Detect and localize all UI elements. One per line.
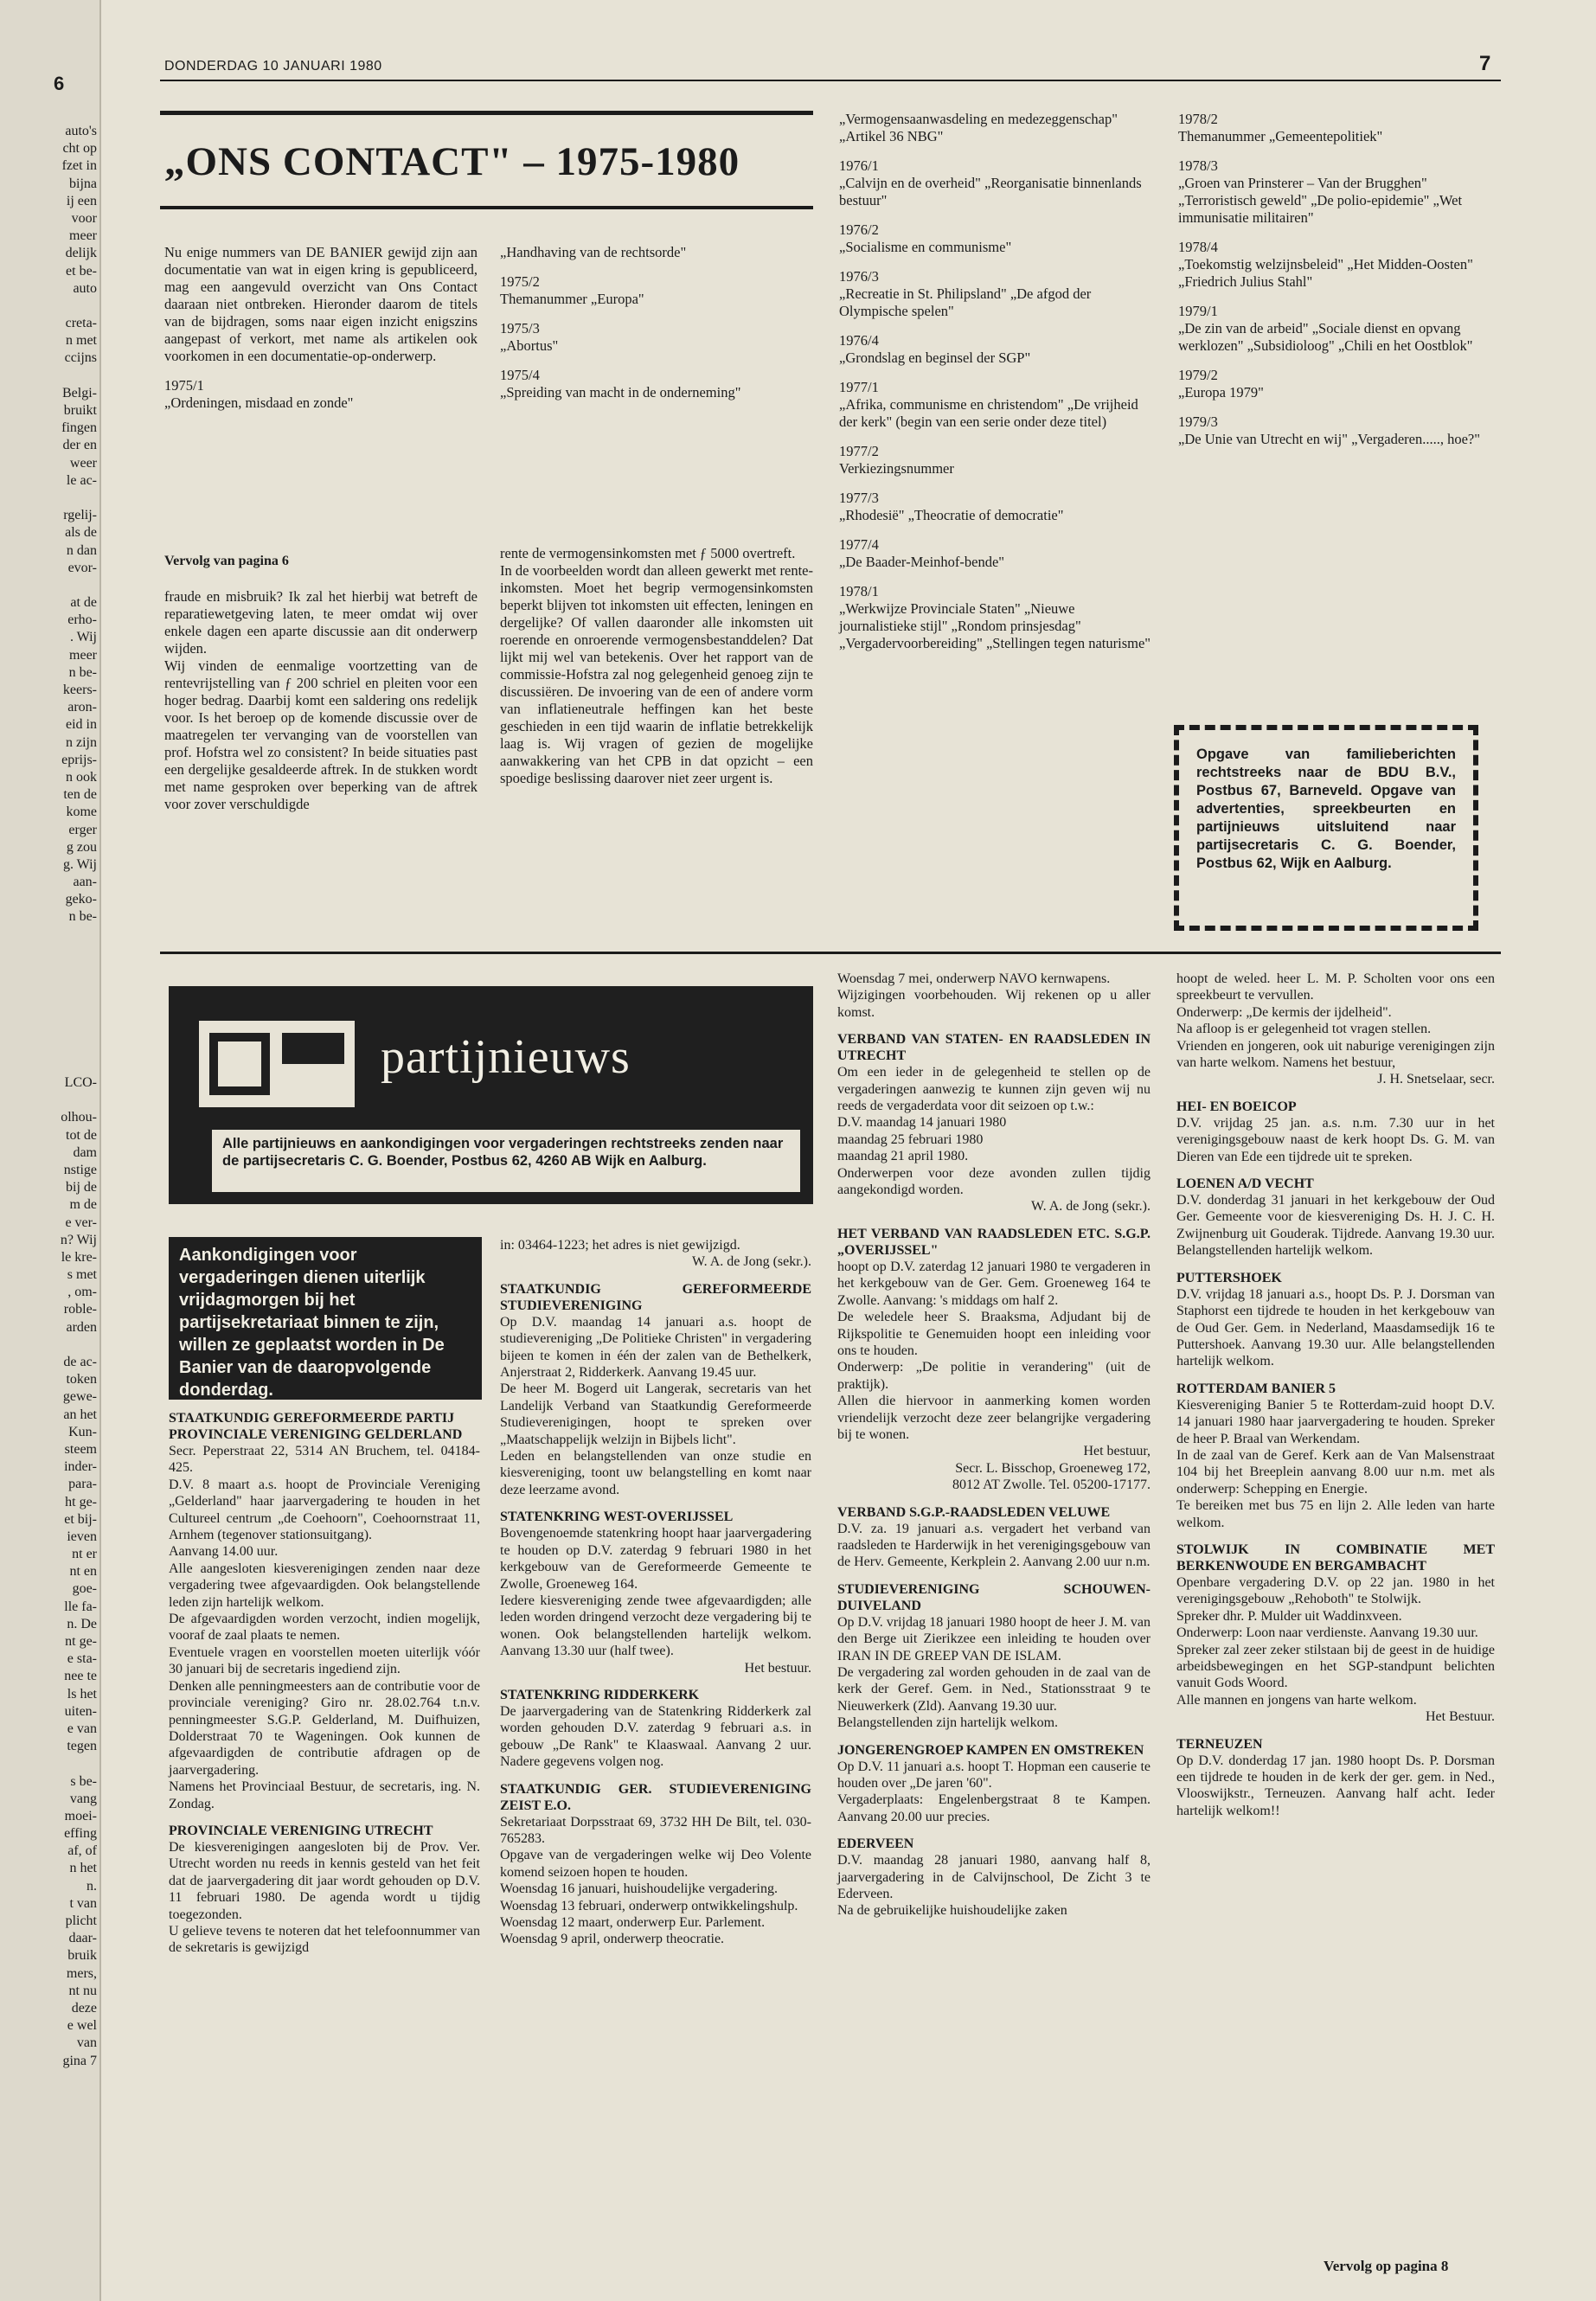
notice-heading: STATENKRING RIDDERKERK <box>500 1687 700 1702</box>
partijnieuws-banner <box>169 986 813 1204</box>
notice-paragraph: Om een ieder in de gelegenheid te stellen op de vergaderingen aanwezig te kunnen zijn geven wij nu reeds de vergaderdata voor dit seizoen op t.w.: <box>837 1065 1151 1114</box>
margin-fragment: nt nu <box>68 1983 97 1998</box>
margin-fragment: s be- <box>70 1773 97 1789</box>
notice-paragraph: D.V. vrijdag 25 jan. a.s. n.m. 7.30 uur in het verenigingsgebouw naast de kerk hoopt Ds. G. M. van Dieren van Ede een tijdrede uit te spreken. <box>1176 1115 1495 1164</box>
contents-entry <box>839 332 1155 367</box>
pn-col-2 <box>500 1237 811 1958</box>
margin-fragment: roble- <box>63 1302 97 1317</box>
previous-page-margin-text-bottom <box>0 1074 97 2070</box>
margin-fragment: auto <box>73 280 97 296</box>
notice-paragraph: Eventuele vragen en voorstellen moeten uiterlijk vóór 30 januari bij de secretaris ingediend zijn. <box>169 1644 480 1677</box>
notice-paragraph: De heer M. Bogerd uit Langerak, secretaris van het Landelijk Verband van Staatkundig Gereformeerde Studieverenigingen, hoopt te spreken over „Maatschappelijk welzijn in Bijbels licht". <box>500 1381 811 1447</box>
margin-fragment: gina 7 <box>62 2053 97 2068</box>
contents-entry-issue: 1976/4 <box>839 332 879 349</box>
margin-fragment: et bij- <box>64 1511 97 1527</box>
margin-fragment: mers, <box>66 1965 97 1981</box>
margin-fragment: tot de <box>66 1127 97 1143</box>
continued-col-2: rente de vermogensinkomsten met ƒ 5000 overtreft. In de voorbeelden wordt dan alleen gewerkt met rente-inkomsten. Moet het begrip vermogensinkomsten beperkt blijven tot inkomsten uit effecten, leningen en dergelijke? Of vallen daaronder alle inkomsten uit roerende en onroerende vermogensbestanddelen? Dat lijkt mij wel van betekenis. Over het rapport van de commissie-Hofstra zal nog gelegenheid genoeg zijn te discussiëren. De invoering van de een of andere vorm van inflatieneutrale heffingen kan het beste geschieden in een tijd waarin de inflatie betrekkelijk laag is. Wij vragen of gezien de mogelijke aanwakkering van het CPB in dat opzicht – een spoedige beslissing daarover niet zeer urgent is. <box>500 545 813 786</box>
notice-paragraph: Op D.V. vrijdag 18 januari 1980 hoopt de heer J. M. van den Berge uit Zierikzee een inleiding te houden over IRAN IN DE GREEP VAN DE ISLAM. <box>837 1614 1151 1663</box>
margin-fragment <box>0 1336 97 1354</box>
notice-item <box>1176 1381 1495 1531</box>
title-rule-top <box>160 111 813 115</box>
notice-heading: STAATKUNDIG GEREFORMEERDE STUDIEVERENIGING <box>500 1281 811 1313</box>
margin-fragment: n? Wij <box>60 1232 97 1247</box>
pn-col-4 <box>1176 971 1495 1830</box>
margin-fragment: ij een <box>66 193 97 208</box>
margin-fragment: ten de <box>63 787 97 803</box>
notice-item <box>837 1581 1151 1732</box>
announcement-box <box>169 1237 482 1400</box>
margin-fragment: e sta- <box>67 1651 97 1667</box>
notice-paragraph: Wijzigingen voorbehouden. Wij rekenen op u aller komst. <box>837 988 1151 1020</box>
margin-fragment <box>0 577 97 594</box>
margin-fragment: aan- <box>73 875 97 890</box>
contents-entry-title: „Groen van Prinsterer – Van der Brugghen" „Terroristisch geweld" „De polio-epidemie" „Wet immunisatie militairen" <box>1178 175 1463 226</box>
margin-fragment: , om- <box>67 1285 97 1300</box>
notice-paragraph: Onderwerp: „De kermis der ijdelheid". <box>1176 1004 1392 1020</box>
contents-entry-issue: 1978/1 <box>839 583 879 599</box>
contents-entry-title: „Socialisme en communisme" <box>839 239 1012 255</box>
margin-fragment: meer <box>69 228 97 244</box>
notice-item <box>169 1410 480 1812</box>
notice-heading: STUDIEVERENIGING SCHOUWEN-DUIVELAND <box>837 1581 1151 1613</box>
notice-heading: TERNEUZEN <box>1176 1736 1263 1752</box>
margin-fragment: erger <box>68 822 97 837</box>
margin-fragment: geko- <box>65 892 97 907</box>
notice-paragraph: In de zaal van de Geref. Kerk aan de Van Malsenstraat 104 bij het Breeplein aanvang 8.00 uur n.m. met als onderwerp: Schepping en Energie. <box>1176 1447 1495 1497</box>
contents-entry-title: Themanummer „Europa" <box>500 291 644 307</box>
article-title: „ONS CONTACT" – 1975-1980 <box>164 139 740 184</box>
notice-item <box>1176 1176 1495 1259</box>
pn-col-3 <box>837 971 1151 1930</box>
notice-paragraph: Alle aangesloten kiesverenigingen zenden naar deze vergadering twee afgevaardigden. Ook belangstellende leden zijn hartelijk welkom. <box>169 1561 480 1610</box>
contents-entry-issue: 1975/3 <box>500 320 540 336</box>
notice-paragraph: Denken alle penningmeesters aan de contributie voor de provinciale vereniging? Giro nr. 28.02.764 t.n.v. penningmeester S.G.P. Gelderland, M. Duifhuizen, Dolderstraat 70 te Wageningen. Ook kunnen de afgevaardigden de contributie afdragen op de jaarvergadering. <box>169 1678 480 1778</box>
previous-page-margin-text-top <box>0 123 97 926</box>
notice-item <box>1176 971 1495 1088</box>
margin-fragment: at de <box>70 595 97 611</box>
notice-paragraph: Iedere kiesvereniging zende twee afgevaardigden; alle leden worden dringend verzocht deze vergadering bij te wonen. Ook belangstellenden hartelijk welkom. Aanvang 13.30 uur (half twee). <box>500 1593 811 1659</box>
sgp-logo <box>199 1021 355 1107</box>
notice-item <box>1176 1099 1495 1165</box>
announcement-text: Aankondigingen voor vergaderingen dienen uiterlijk vrijdagmorgen bij het partijsekretariaat binnen te zijn, willen ze geplaatst worden in De Banier van de daaropvolgende donderdag. <box>179 1246 445 1400</box>
notice-item <box>1176 1270 1495 1370</box>
margin-fragment: af, of <box>67 1843 97 1859</box>
margin-fragment: bruik <box>67 1948 97 1964</box>
margin-fragment: ieven <box>67 1529 97 1544</box>
notice-item <box>837 1836 1151 1920</box>
notice-paragraph: Het Bestuur. <box>1426 1709 1495 1725</box>
notice-paragraph: Bovengenoemde statenkring hoopt haar jaarvergadering te houden op D.V. zaterdag 9 februari 1980 in het kerkgebouw van de Gereformeerde Gemeente te Zwolle, Groeneweg 164. <box>500 1526 811 1592</box>
margin-fragment: ls het <box>67 1686 97 1702</box>
margin-fragment: vang <box>69 1791 97 1806</box>
notice-paragraph: Het bestuur. <box>744 1660 811 1676</box>
contents-entry-issue: 1978/4 <box>1178 239 1218 255</box>
contents-entry <box>839 157 1155 209</box>
notice-heading: EDERVEEN <box>837 1836 914 1852</box>
contents-entry <box>500 320 813 355</box>
notice-item <box>169 1823 480 1957</box>
contents-entry-issue: 1975/1 <box>164 377 204 394</box>
margin-fragment: g zou <box>66 839 97 855</box>
contents-entry-issue: 1975/4 <box>500 367 540 383</box>
notice-box-text: Opgave van familieberichten rechtstreeks naar de BDU B.V., Postbus 67, Barneveld. Opgave van advertenties, spreekbeurten en partijnieuws uitsluitend naar partijsecretaris C. G. Boender, Postbus 62, Wijk en Aalburg. <box>1196 747 1456 871</box>
margin-fragment: delijk <box>65 246 97 261</box>
notice-paragraph: Onderwerp: „De politie in verandering" (uit de praktijk). <box>837 1360 1151 1392</box>
margin-fragment: an het <box>63 1407 97 1422</box>
margin-fragment: n zijn <box>66 734 97 750</box>
notice-paragraph: Opgave van de vergaderingen welke wij Deo Volente komend seizoen hopen te houden. <box>500 1848 811 1880</box>
contents-entry-issue: 1977/3 <box>839 490 879 506</box>
margin-fragment: nt ge- <box>65 1634 97 1649</box>
margin-fragment: token <box>66 1372 97 1388</box>
notice-paragraph: W. A. de Jong (sekr.). <box>691 1254 811 1270</box>
contents-entry-issue: 1979/1 <box>1178 303 1218 319</box>
notice-paragraph: Alle mannen en jongens van harte welkom. <box>1176 1692 1417 1708</box>
continued-to-next-page: Vervolg op pagina 8 <box>1324 2258 1449 2274</box>
contents-entry <box>1178 303 1498 355</box>
notice-paragraph: Op D.V. donderdag 17 jan. 1980 hoopt Ds. P. Dorsman een tijdrede te houden in de kerk der ger. gem. in Ned., Vlooswijkstr., Terneuzen. Aanvang half acht. Ieder hartelijk welkom!! <box>1176 1753 1495 1818</box>
notice-paragraph: Woensdag 9 april, onderwerp theocratie. <box>500 1932 725 1947</box>
notice-paragraph: hoopt de weled. heer L. M. P. Scholten voor ons een spreekbeurt te vervullen. <box>1176 971 1495 1003</box>
notice-paragraph: Woensdag 12 maart, onderwerp Eur. Parlement. <box>500 1915 766 1930</box>
margin-fragment: eprijs- <box>61 752 97 767</box>
notice-paragraph: W. A. de Jong (sekr.). <box>1030 1199 1151 1215</box>
notice-paragraph: Kiesvereniging Banier 5 te Rotterdam-zuid hoopt D.V. 14 januari 1980 haar jaarvergadering te houden. Spreker de heer P. Braal van Werkendam. <box>1176 1397 1495 1446</box>
notice-heading: STOLWIJK IN COMBINATIE MET BERKENWOUDE EN BERGAMBACHT <box>1176 1541 1495 1574</box>
margin-fragment: fzet in <box>61 158 97 174</box>
margin-fragment: Belgi- <box>62 385 97 401</box>
contents-entry <box>839 490 1155 524</box>
notice-paragraph: Te bereiken met bus 75 en lijn 2. Alle leden van harte welkom. <box>1176 1498 1495 1530</box>
notice-heading: LOENEN A/D VECHT <box>1176 1176 1314 1192</box>
margin-fragment: bij de <box>66 1180 97 1195</box>
notice-heading: VERBAND VAN STATEN- EN RAADSLEDEN IN UTRECHT <box>837 1032 1151 1064</box>
contents-entry-title: „Abortus" <box>500 337 559 354</box>
margin-fragment: de ac- <box>63 1355 97 1369</box>
notice-item <box>837 971 1151 1021</box>
notice-paragraph: D.V. donderdag 31 januari in het kerkgebouw der Oud Ger. Gemeente voor de kiesvereniging Ds. H. J. C. H. Zwijnenburg uit Gouderak. Tijdrede. Aanvang 19.30 uur. Belangstellenden hartelijk welkom. <box>1176 1193 1495 1259</box>
notice-paragraph: De jaarvergadering van de Statenkring Ridderkerk zal worden gehouden D.V. zaterdag 9 februari a.s. in gebouw „De Rank" te Klaaswaal. Aanvang 2 uur. Nadere gegevens volgen nog. <box>500 1703 811 1770</box>
margin-fragment: tegen <box>67 1739 97 1754</box>
margin-fragment: dam <box>73 1144 97 1160</box>
notice-paragraph: De weledele heer S. Braaksma, Adjudant bij de Rijkspolitie te Genemuiden hoopt een inleiding voor ons te houden. <box>837 1310 1151 1358</box>
notice-paragraph: Onderwerp: Loon naar verdienste. Aanvang 19.30 uur. <box>1176 1625 1478 1641</box>
margin-fragment: n. <box>87 1878 97 1894</box>
margin-fragment: t van <box>69 1895 97 1911</box>
margin-fragment <box>0 368 97 385</box>
contents-entry <box>1178 367 1498 401</box>
contents-entry-issue: 1976/2 <box>839 221 879 238</box>
notice-paragraph: Vrienden en jongeren, ook uit naburige verenigingen zijn van harte welkom. Namens het bestuur, <box>1176 1038 1495 1071</box>
continued-col-1: fraude en misbruik? Ik zal het hierbij wat betreft de reparatiewetgeving laten, te meer omdat wij over enkele dagen een aparte discussie aan dit onderwerp wijden. Wij vinden de eenmalige voortzetting van de rentevrijstelling van ƒ 200 schriel en pleiten voor een hoger bedrag. Daarbij komt een saldering ons redelijk voor. Is het beroep op de komende discussie over de maatregelen ter vervanging van de voorstellen van prof. Hofstra wel zo consistent? In beide situaties past een dergelijke gesaldeerde aftrek. In de stukken wordt met name gesproken over beperking van de aftrek voor zover verschuldigde <box>164 588 478 812</box>
contents-entry <box>1178 413 1498 448</box>
notice-paragraph: Leden en belangstellenden van onze studie en kiesvereniging, toont uw belangstelling en komt naar deze leerzame avond. <box>500 1449 811 1497</box>
notice-heading: STAATKUNDIG GEREFORMEERDE PARTIJ PROVINCIALE VERENIGING GELDERLAND <box>169 1411 463 1442</box>
notice-heading: PUTTERSHOEK <box>1176 1270 1282 1285</box>
page-header-date: DONDERDAG 10 JANUARI 1980 <box>164 59 382 74</box>
contents-entry-title: Themanummer „Gemeentepolitiek" <box>1178 128 1383 144</box>
contents-entry <box>1178 111 1498 145</box>
margin-fragment: bruikt <box>63 403 97 418</box>
notice-paragraph: Woensdag 7 mei, onderwerp NAVO kernwapens. <box>837 971 1111 986</box>
notice-paragraph: D.V. za. 19 januari a.s. vergadert het verband van raadsleden te Harderwijk in het verenigingsgebouw van de Herv. Gemeente, Kerkplein 2. Aanvang 2.00 uur n.m. <box>837 1521 1151 1570</box>
notice-heading: STAATKUNDIG GER. STUDIEVERENIGING ZEIST E.O. <box>500 1781 811 1813</box>
notice-paragraph: Spreker zal zeer zeker stilstaan bij de geest in de huidige arbeidsbewegingen en het SGP-standpunt belichten vanuit Gods Woord. <box>1176 1642 1495 1691</box>
previous-page-number: 6 <box>54 73 65 94</box>
contents-entry-title: „De zin van de arbeid" „Sociale dienst en opvang werklozen" „Subsidioloog" „Chili en het Oostblok" <box>1178 320 1473 354</box>
contents-entry-title: „Werkwijze Provinciale Staten" „Nieuwe journalistieke stijl" „Rondom prinsjesdag" „Vergadervoorbereiding" „Stellingen tegen naturisme" <box>839 600 1151 651</box>
notice-paragraph: Op D.V. maandag 14 januari a.s. hoopt de studievereniging „De Politieke Christen" in vergadering bijeen te komen in één der zalen van de Bethelkerk, Anjerstraat 2, Ridderkerk. Aanvang 19.45 uur. <box>500 1314 811 1381</box>
notice-heading: PROVINCIALE VERENIGING UTRECHT <box>169 1823 433 1838</box>
margin-fragment: s met <box>67 1267 97 1283</box>
notice-item <box>500 1281 811 1498</box>
continued-heading: Vervolg van pagina 6 <box>164 554 289 568</box>
notice-paragraph: in: 03464-1223; het adres is niet gewijzigd. <box>500 1238 740 1253</box>
margin-fragment: rgelij- <box>63 508 97 523</box>
margin-fragment: als de <box>65 525 97 541</box>
notice-paragraph: Allen die hiervoor in aanmerking komen worden vriendelijk verzocht deze zeer belangrijke vergadering bij te wonen. <box>837 1394 1151 1442</box>
contents-entry-issue: 1978/2 <box>1178 111 1218 127</box>
margin-fragment: moei- <box>64 1808 97 1823</box>
notice-paragraph: D.V. 8 maart a.s. hoopt de Provinciale Vereniging „Gelderland" haar jaarvergadering te houden in het Cultureel centrum „de Coehoorn", Coehoornstraat 11, Arnhem (tegenover stationsuitgang). Aanvang 14.00 uur. <box>169 1477 480 1560</box>
notice-paragraph: Spreker dhr. P. Mulder uit Waddinxveen. <box>1176 1608 1402 1624</box>
notice-item <box>1176 1541 1495 1726</box>
notice-paragraph: Het bestuur, Secr. L. Bisschop, Groeneweg 172, 8012 AT Zwolle. Tel. 05200-17177. <box>952 1444 1151 1493</box>
margin-fragment: bijna <box>69 176 97 191</box>
notice-paragraph: Woensdag 16 januari, huishoudelijke vergadering. <box>500 1881 778 1897</box>
margin-fragment: n. De <box>67 1616 97 1631</box>
notice-paragraph: U gelieve tevens te noteren dat het telefoonnummer van de sekretaris is gewijzigd <box>169 1923 480 1956</box>
margin-fragment: creta- <box>65 316 97 331</box>
margin-fragment: nee te <box>64 1669 97 1684</box>
notice-paragraph: Belangstellenden zijn hartelijk welkom. <box>837 1715 1059 1731</box>
contents-entry-title: „De Unie van Utrecht en wij" „Vergaderen....., hoe?" <box>1178 431 1480 447</box>
notice-heading: VERBAND S.G.P.-RAADSLEDEN VELUWE <box>837 1504 1111 1520</box>
notice-item <box>500 1237 811 1271</box>
notice-paragraph: Sekretariaat Dorpsstraat 69, 3732 HH De Bilt, tel. 030-765283. <box>500 1814 811 1846</box>
contents-entry <box>839 221 1155 256</box>
margin-fragment: meer <box>69 647 97 663</box>
margin-fragment: arden <box>66 1319 97 1335</box>
partijnieuws-title: partijnieuws <box>381 1030 631 1084</box>
margin-fragment: keers- <box>62 683 97 697</box>
margin-fragment: van <box>76 2035 97 2051</box>
margin-fragment: et be- <box>66 263 97 279</box>
notice-item <box>837 1742 1151 1826</box>
contents-entry-title: „De Baader-Meinhof-bende" <box>839 554 1005 570</box>
contents-entry <box>839 443 1155 478</box>
margin-fragment: para- <box>68 1477 97 1492</box>
contents-entry-title: „Europa 1979" <box>1178 384 1264 401</box>
margin-fragment: Kun- <box>68 1424 97 1439</box>
notice-paragraph: De kiesverenigingen aangesloten bij de Prov. Ver. Utrecht worden nu reeds in kennis gesteld van het feit dat de jaarvergadering dit jaar wordt gehouden op D.V. 11 februari 1980. De agenda wordt u tijdig toegezonden. <box>169 1839 480 1922</box>
margin-fragment: nt er <box>72 1547 97 1562</box>
contents-entry <box>839 379 1155 431</box>
margin-fragment: inder- <box>64 1459 97 1475</box>
margin-fragment: plicht <box>65 1913 97 1928</box>
contents-entry-issue: 1977/1 <box>839 379 879 395</box>
contents-entry <box>1178 157 1498 227</box>
notice-paragraph: Woensdag 13 februari, onderwerp ontwikkelingshulp. <box>500 1898 798 1913</box>
contents-entry-title: „Grondslag en beginsel der SGP" <box>839 349 1031 366</box>
notice-item <box>1176 1736 1495 1820</box>
contents-entry-issue: 1976/3 <box>839 268 879 285</box>
notice-paragraph: Na afloop is er gelegenheid tot vragen stellen. <box>1176 1022 1432 1037</box>
header-rule <box>160 80 1501 81</box>
partijnieuws-notice <box>212 1130 800 1192</box>
contents-entry-title: „Spreiding van macht in de onderneming" <box>500 384 741 401</box>
notice-item <box>837 1504 1151 1571</box>
margin-fragment: ccijns <box>64 350 97 366</box>
contents-entry <box>500 273 813 308</box>
margin-fragment: g. Wij <box>62 856 97 872</box>
notice-paragraph: Namens het Provinciaal Bestuur, de secretaris, ing. N. Zondag. <box>169 1779 480 1811</box>
contents-entry-issue: 1976/1 <box>839 157 879 174</box>
notice-paragraph: Secr. Peperstraat 22, 5314 AN Bruchem, tel. 04184-425. <box>169 1444 480 1476</box>
margin-fragment: gewe- <box>62 1389 97 1405</box>
margin-fragment: n be- <box>68 909 97 925</box>
notice-paragraph: D.V. maandag 14 januari 1980 maandag 25 februari 1980 maandag 21 april 1980. <box>837 1115 1007 1164</box>
pn-col-1 <box>169 1410 480 1967</box>
margin-fragment: m de <box>69 1197 97 1213</box>
article-col-4 <box>1178 111 1498 460</box>
notice-heading: HEI- EN BOEICOP <box>1176 1099 1297 1114</box>
contents-entry <box>500 244 813 261</box>
notice-heading: HET VERBAND VAN RAADSLEDEN ETC. S.G.P. „OVERIJSSEL" <box>837 1226 1151 1258</box>
margin-fragment: cht op <box>62 141 97 157</box>
contents-entry-title: „Handhaving van de rechtsorde" <box>500 244 687 260</box>
page-header-number: 7 <box>1479 52 1491 75</box>
margin-fragment: steem <box>64 1441 97 1457</box>
margin-fragment: weer <box>69 455 97 471</box>
notice-heading: STATENKRING WEST-OVERIJSSEL <box>500 1509 734 1525</box>
contents-entry-title: Verkiezingsnummer <box>839 460 954 477</box>
margin-fragment: le kre- <box>61 1249 97 1265</box>
title-rule-bottom <box>160 206 813 209</box>
contents-entry <box>500 367 813 401</box>
margin-fragment: auto's <box>65 124 97 138</box>
margin-fragment: n met <box>66 333 97 349</box>
margin-fragment: fingen <box>61 420 97 436</box>
margin-fragment <box>0 490 97 507</box>
notice-heading: ROTTERDAM BANIER 5 <box>1176 1381 1336 1396</box>
margin-fragment: n be- <box>68 664 97 680</box>
contents-entry-issue: 1977/2 <box>839 443 879 459</box>
notice-paragraph: De vergadering zal worden gehouden in de zaal van de kerk der Geref. Gem. in Ned., Stationsstraat 9 te Nieuwerkerk (Zld). Aanvang 19.30 uur. <box>837 1665 1151 1714</box>
contents-entry-issue: 1979/2 <box>1178 367 1218 383</box>
margin-fragment: . Wij <box>69 630 97 645</box>
contents-entry <box>839 536 1155 571</box>
contents-entry-issue: 1977/4 <box>839 536 879 553</box>
notice-paragraph: Op D.V. 11 januari a.s. hoopt T. Hopman een causerie te houden over „De jaren '60". <box>837 1759 1151 1791</box>
sgp-logo-block-left <box>209 1033 270 1095</box>
contents-entry-title: „Vermogensaanwasdeling en medezeggenschap" „Artikel 36 NBG" <box>839 111 1118 144</box>
contents-entry-title: „Recreatie in St. Philipsland" „De afgod der Olympische spelen" <box>839 285 1092 319</box>
notice-paragraph: J. H. Snetselaar, secr. <box>1377 1072 1495 1087</box>
margin-fragment: effing <box>64 1826 97 1842</box>
article-intro: Nu enige nummers van DE BANIER gewijd zijn aan documentatie van wat in eigen kring is gepubliceerd, mag een aangevuld overzicht van Ons Contact daaraan niet ontbreken. Hieronder daarom de titels van de bijdragen, soms naar eigen inzicht enigszins aangepast of verkort, met name als artikelen ook voorkomen in een documentatie-op-onderwerp. <box>164 244 478 364</box>
contents-entry <box>839 268 1155 320</box>
sgp-logo-block-right <box>282 1033 344 1064</box>
notice-paragraph: Vergaderplaats: Engelenbergstraat 8 te Kampen. Aanvang 20.00 uur precies. <box>837 1792 1151 1824</box>
section-divider <box>160 952 1501 954</box>
margin-fragment: der en <box>62 438 97 453</box>
notice-heading: JONGERENGROEP KAMPEN EN OMSTREKEN <box>837 1742 1144 1758</box>
margin-fragment: evor- <box>67 560 97 575</box>
margin-fragment: ht ge- <box>65 1494 97 1509</box>
article-col-1 <box>164 244 478 424</box>
notice-paragraph: D.V. vrijdag 18 januari a.s., hoopt Ds. P. J. Dorsman van Staphorst een tijdrede te houden in het kerkgebouw van de Oud Ger. Gem. in Nederland, Maasdamsedijk 16 te Puttershoek. Aanvang 19.30 uur. Alle belangstellenden hartelijk welkom. <box>1176 1286 1495 1369</box>
notice-paragraph: Openbare vergadering D.V. op 22 jan. 1980 in het verenigingsgebouw „Rehoboth" te Stolwijk. <box>1176 1574 1495 1607</box>
margin-fragment: daar- <box>68 1931 97 1946</box>
notice-box <box>1174 725 1478 931</box>
notice-paragraph: De afgevaardigden worden verzocht, indien mogelijk, vooraf de zaal plaats te nemen. <box>169 1612 480 1644</box>
margin-fragment: voor <box>71 210 97 226</box>
margin-fragment: nt en <box>69 1564 97 1580</box>
margin-fragment: n dan <box>66 542 97 558</box>
margin-fragment: deze <box>71 2000 97 2016</box>
margin-fragment: LCO- <box>64 1075 97 1090</box>
margin-fragment: e wel <box>67 2018 97 2034</box>
margin-fragment: goe- <box>72 1581 97 1597</box>
notice-item <box>837 1031 1151 1215</box>
notice-item <box>837 1226 1151 1494</box>
notice-paragraph: Onderwerpen voor deze avonden zullen tijdig aangekondigd worden. <box>837 1165 1151 1198</box>
contents-entry-title: „Ordeningen, misdaad en zonde" <box>164 394 354 411</box>
notice-item <box>500 1509 811 1676</box>
article-col-2 <box>500 244 813 413</box>
article-col-3 <box>839 111 1155 664</box>
margin-fragment: olhou- <box>61 1110 97 1125</box>
margin-fragment <box>0 1755 97 1772</box>
contents-entry <box>839 583 1155 652</box>
margin-fragment: e van <box>67 1721 97 1736</box>
contents-entry <box>839 111 1155 145</box>
contents-entry-title: „Calvijn en de overheid" „Reorganisatie binnenlands bestuur" <box>839 175 1142 208</box>
notice-item <box>500 1687 811 1771</box>
notice-paragraph: Na de gebruikelijke huishoudelijke zaken <box>837 1903 1067 1919</box>
margin-fragment: uiten- <box>64 1703 97 1719</box>
margin-fragment: eid in <box>66 717 97 733</box>
notice-paragraph: D.V. maandag 28 januari 1980, aanvang half 8, jaarvergadering in de Calvijnschool, De Zicht 3 te Ederveen. <box>837 1853 1151 1902</box>
margin-fragment <box>0 1092 97 1109</box>
contents-entry-title: „Rhodesië" „Theocratie of democratie" <box>839 507 1064 523</box>
contents-entry <box>164 377 478 412</box>
margin-fragment: e ver- <box>65 1215 97 1230</box>
notice-item <box>500 1781 811 1948</box>
contents-entry-title: „Afrika, communisme en christendom" „De vrijheid der kerk" (begin van een serie onder deze titel) <box>839 396 1138 430</box>
contents-entry-title: „Toekomstig welzijnsbeleid" „Het Midden-Oosten" „Friedrich Julius Stahl" <box>1178 256 1473 290</box>
contents-entry-issue: 1975/2 <box>500 273 540 290</box>
margin-fragment: nstige <box>63 1162 97 1177</box>
margin-fragment: lle fa- <box>64 1599 97 1614</box>
margin-fragment: le ac- <box>66 472 97 488</box>
partijnieuws-notice-text: Alle partijnieuws en aankondigingen voor vergaderingen rechtstreeks zenden naar de partijsecretaris C. G. Boender, Postbus 62, 4260 AB Wijk en Aalburg. <box>222 1136 784 1169</box>
notice-paragraph: hoopt op D.V. zaterdag 12 januari 1980 te vergaderen in het kerkgebouw van de Ger. Gem. Groeneweg 164 te Zwolle. Aanvang: 's middags om half 2. <box>837 1259 1151 1308</box>
margin-fragment: n het <box>69 1861 97 1876</box>
margin-fragment: aron- <box>67 700 97 715</box>
contents-entry-issue: 1978/3 <box>1178 157 1218 174</box>
contents-entry-issue: 1979/3 <box>1178 413 1218 430</box>
sgp-logo-letters <box>199 1021 200 1022</box>
margin-fragment <box>0 298 97 315</box>
margin-fragment: erho- <box>67 612 97 628</box>
contents-entry <box>1178 239 1498 291</box>
margin-fragment: kome <box>66 804 97 820</box>
margin-fragment: n ook <box>66 769 97 785</box>
